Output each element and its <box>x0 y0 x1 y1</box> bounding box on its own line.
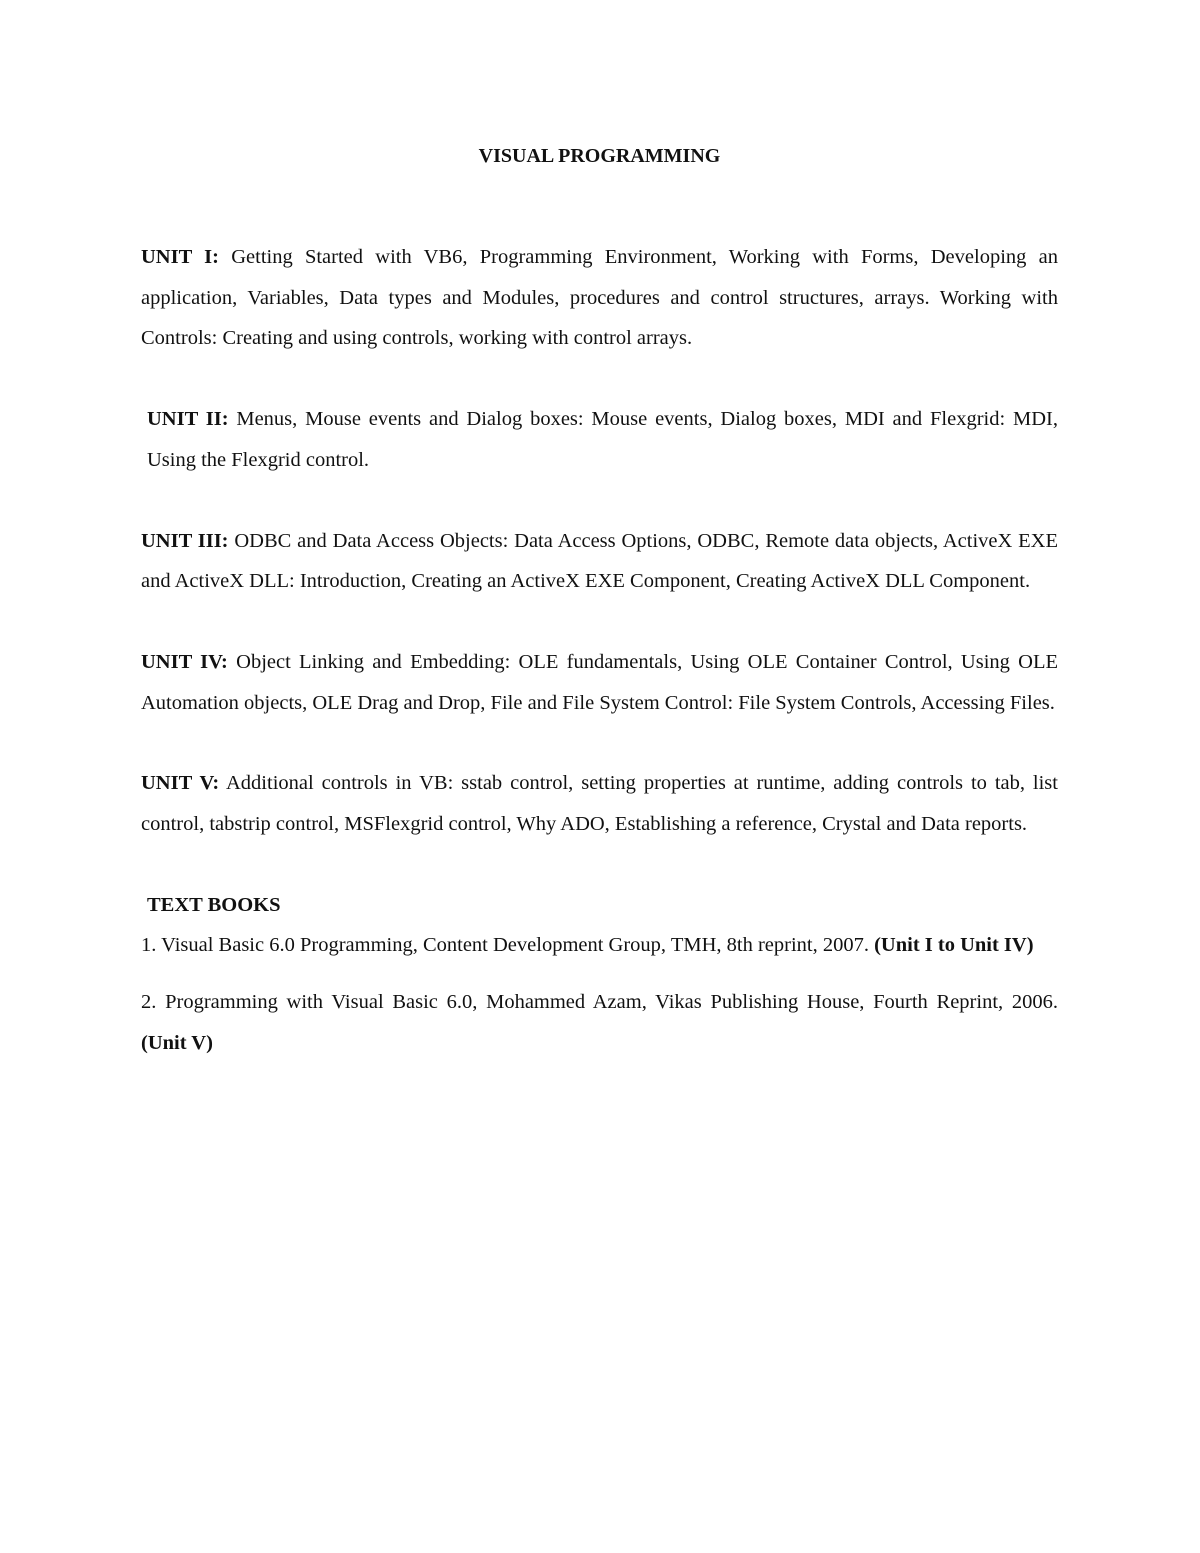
text-book-2 <box>141 982 1058 1063</box>
text-book-1-units: (Unit I to Unit IV) <box>874 933 1034 956</box>
unit-3-label: UNIT III: <box>141 529 229 552</box>
unit-2-label: UNIT II: <box>147 408 229 431</box>
document-title: VISUAL PROGRAMMING <box>478 145 721 167</box>
unit-3-text: ODBC and Data Access Objects: Data Access Options, ODBC, Remote data objects, ActiveX EXE and ActiveX DLL: Introduction, Creating an ActiveX EXE Component, Creating ActiveX DLL Component. <box>141 529 1059 593</box>
unit-3-paragraph <box>141 521 1058 602</box>
unit-2-text: Menus, Mouse events and Dialog boxes: Mouse events, Dialog boxes, MDI and Flexgrid: MDI, Using the Flexgrid control. <box>147 408 1058 471</box>
unit-1-label: UNIT I: <box>141 246 219 268</box>
unit-4-label: UNIT IV: <box>141 650 228 673</box>
text-book-2-citation: 2. Programming with Visual Basic 6.0, Mohammed Azam, Vikas Publishing House, Fourth Reprint, 2006. <box>141 991 1058 1014</box>
text-book-1-citation: 1. Visual Basic 6.0 Programming, Content Development Group, TMH, 8th reprint, 2007. <box>141 933 869 956</box>
unit-5-label: UNIT V: <box>141 772 220 795</box>
unit-5-paragraph <box>141 763 1058 844</box>
document-page <box>141 142 1058 1064</box>
unit-5-text: Additional controls in VB: sstab control, setting properties at runtime, adding controls to tab, list control, tabstrip control, MSFlexgrid control, Why ADO, Establishing a reference, Crystal and Data reports. <box>141 772 1058 836</box>
unit-1-text: Getting Started with VB6, Programming Environment, Working with Forms, Developing an application, Variables, Data types and Modules, procedures and control structures, arrays. Working with Controls: Creating and using controls, working with control arrays. <box>141 246 1058 350</box>
unit-4-paragraph <box>141 642 1058 723</box>
unit-4-text: Object Linking and Embedding: OLE fundamentals, Using OLE Container Control, Using OLE Automation objects, OLE Drag and Drop, File and File System Control: File System Controls, Accessing Files. <box>141 650 1058 714</box>
text-book-2-units: (Unit V) <box>141 1032 213 1055</box>
unit-2-paragraph <box>141 399 1058 480</box>
text-books-heading: TEXT BOOKS <box>147 893 281 916</box>
text-book-1 <box>141 925 1058 966</box>
unit-1-paragraph <box>141 237 1058 359</box>
